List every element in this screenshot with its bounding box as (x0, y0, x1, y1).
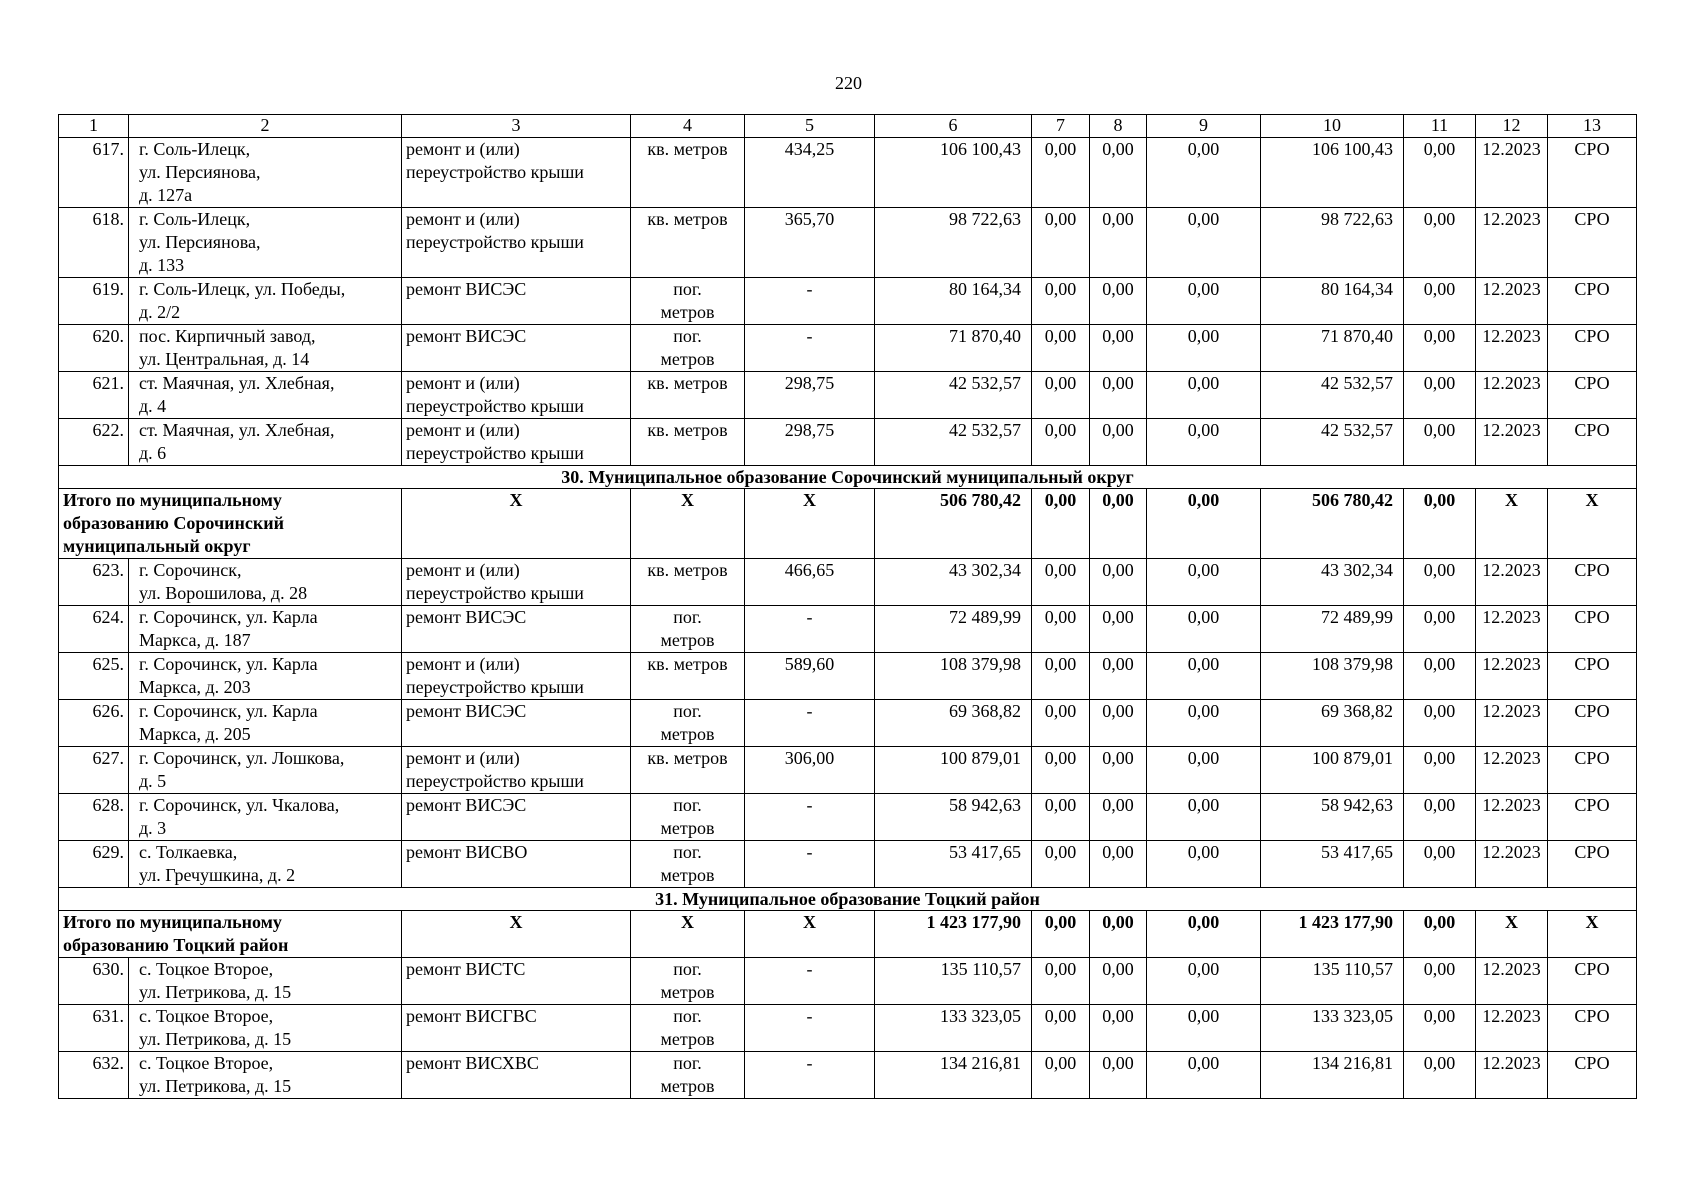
cell-address: г. Сорочинск, ул. Лошкова, д. 5 (129, 747, 402, 794)
column-header-7: 7 (1032, 115, 1090, 138)
table-row (59, 700, 1637, 747)
cell-address: ст. Маячная, ул. Хлебная, д. 4 (129, 372, 402, 419)
cell-fund-regional: 0,00 (1090, 653, 1147, 700)
cell-fund-owners: 135 110,57 (1261, 958, 1404, 1005)
cell-fund-regional: 0,00 (1090, 958, 1147, 1005)
cell-num: 624. (59, 606, 129, 653)
cell-total-cost: 80 164,34 (875, 278, 1032, 325)
subtotal-fund-owners: 1 423 177,90 (1261, 911, 1404, 958)
subtotal-fund-other: 0,00 (1404, 911, 1476, 958)
column-header-11: 11 (1404, 115, 1476, 138)
cell-unit: кв. метров (631, 559, 745, 606)
column-header-2: 2 (129, 115, 402, 138)
cell-num: 626. (59, 700, 129, 747)
cell-quantity: - (745, 278, 875, 325)
cell-fund-owners: 58 942,63 (1261, 794, 1404, 841)
cell-deadline: 12.2023 (1476, 325, 1548, 372)
column-header-3: 3 (402, 115, 631, 138)
cell-fund-other: 0,00 (1404, 208, 1476, 278)
cell-num: 619. (59, 278, 129, 325)
cell-work-type: ремонт и (или) переустройство крыши (402, 747, 631, 794)
cell-fund-local: 0,00 (1147, 841, 1261, 888)
subtotal-contractor: Х (1548, 911, 1637, 958)
cell-fund-local: 0,00 (1147, 1005, 1261, 1052)
cell-fund-other: 0,00 (1404, 700, 1476, 747)
subtotal-unit: Х (631, 489, 745, 559)
table-row (59, 372, 1637, 419)
cell-work-type: ремонт и (или) переустройство крыши (402, 419, 631, 466)
subtotal-fund-owners: 506 780,42 (1261, 489, 1404, 559)
cell-total-cost: 106 100,43 (875, 138, 1032, 208)
cell-unit: пог. метров (631, 278, 745, 325)
subtotal-fund-federal: 0,00 (1032, 489, 1090, 559)
subtotal-fund-regional: 0,00 (1090, 911, 1147, 958)
cell-contractor: СРО (1548, 794, 1637, 841)
cell-address: ст. Маячная, ул. Хлебная, д. 6 (129, 419, 402, 466)
cell-fund-local: 0,00 (1147, 606, 1261, 653)
subtotal-label: Итого по муниципальному образованию Тоцкий район (59, 911, 402, 958)
subtotal-contractor: Х (1548, 489, 1637, 559)
cell-fund-local: 0,00 (1147, 278, 1261, 325)
section-header-row (59, 888, 1637, 911)
table-row (59, 208, 1637, 278)
cell-fund-other: 0,00 (1404, 606, 1476, 653)
table-row (59, 325, 1637, 372)
cell-fund-regional: 0,00 (1090, 794, 1147, 841)
cell-address: г. Сорочинск, ул. Ворошилова, д. 28 (129, 559, 402, 606)
cell-fund-federal: 0,00 (1032, 747, 1090, 794)
cell-fund-local: 0,00 (1147, 138, 1261, 208)
cell-fund-regional: 0,00 (1090, 208, 1147, 278)
subtotal-row (59, 911, 1637, 958)
cell-fund-other: 0,00 (1404, 372, 1476, 419)
cell-contractor: СРО (1548, 138, 1637, 208)
table-row (59, 138, 1637, 208)
cell-total-cost: 53 417,65 (875, 841, 1032, 888)
column-header-1: 1 (59, 115, 129, 138)
table-row (59, 1005, 1637, 1052)
table-row (59, 559, 1637, 606)
cell-fund-other: 0,00 (1404, 419, 1476, 466)
cell-deadline: 12.2023 (1476, 419, 1548, 466)
cell-fund-owners: 53 417,65 (1261, 841, 1404, 888)
cell-address: с. Тоцкое Второе, ул. Петрикова, д. 15 (129, 1052, 402, 1099)
cell-fund-regional: 0,00 (1090, 278, 1147, 325)
cell-num: 629. (59, 841, 129, 888)
subtotal-quantity: Х (745, 911, 875, 958)
cell-num: 621. (59, 372, 129, 419)
cell-fund-other: 0,00 (1404, 653, 1476, 700)
cell-fund-regional: 0,00 (1090, 325, 1147, 372)
cell-deadline: 12.2023 (1476, 700, 1548, 747)
cell-address: г. Соль-Илецк, ул. Персиянова, д. 133 (129, 208, 402, 278)
cell-total-cost: 134 216,81 (875, 1052, 1032, 1099)
cell-fund-other: 0,00 (1404, 747, 1476, 794)
cell-num: 628. (59, 794, 129, 841)
subtotal-row (59, 489, 1637, 559)
cell-unit: пог. метров (631, 606, 745, 653)
header-row (59, 115, 1637, 138)
subtotal-fund-local: 0,00 (1147, 489, 1261, 559)
cell-quantity: - (745, 700, 875, 747)
cell-fund-regional: 0,00 (1090, 138, 1147, 208)
table-row (59, 278, 1637, 325)
cell-fund-local: 0,00 (1147, 958, 1261, 1005)
subtotal-work-type: Х (402, 911, 631, 958)
cell-contractor: СРО (1548, 1052, 1637, 1099)
cell-quantity: 298,75 (745, 419, 875, 466)
cell-fund-regional: 0,00 (1090, 606, 1147, 653)
cell-unit: кв. метров (631, 419, 745, 466)
cell-unit: кв. метров (631, 372, 745, 419)
cell-unit: кв. метров (631, 653, 745, 700)
cell-fund-regional: 0,00 (1090, 372, 1147, 419)
cell-fund-federal: 0,00 (1032, 278, 1090, 325)
subtotal-deadline: Х (1476, 489, 1548, 559)
cell-deadline: 12.2023 (1476, 278, 1548, 325)
column-header-13: 13 (1548, 115, 1637, 138)
cell-quantity: 306,00 (745, 747, 875, 794)
cell-address: с. Толкаевка, ул. Гречушкина, д. 2 (129, 841, 402, 888)
section-header-row (59, 466, 1637, 489)
cell-deadline: 12.2023 (1476, 653, 1548, 700)
subtotal-total-cost: 1 423 177,90 (875, 911, 1032, 958)
table-row (59, 794, 1637, 841)
cell-fund-federal: 0,00 (1032, 138, 1090, 208)
cell-work-type: ремонт ВИСЭС (402, 794, 631, 841)
cell-work-type: ремонт ВИСЭС (402, 325, 631, 372)
cell-work-type: ремонт и (или) переустройство крыши (402, 653, 631, 700)
cell-num: 617. (59, 138, 129, 208)
cell-fund-local: 0,00 (1147, 325, 1261, 372)
cell-quantity: - (745, 1005, 875, 1052)
cell-num: 630. (59, 958, 129, 1005)
cell-deadline: 12.2023 (1476, 559, 1548, 606)
cell-unit: пог. метров (631, 794, 745, 841)
cell-fund-local: 0,00 (1147, 794, 1261, 841)
cell-quantity: 589,60 (745, 653, 875, 700)
cell-total-cost: 100 879,01 (875, 747, 1032, 794)
cell-fund-other: 0,00 (1404, 138, 1476, 208)
cell-num: 627. (59, 747, 129, 794)
cell-total-cost: 69 368,82 (875, 700, 1032, 747)
cell-fund-federal: 0,00 (1032, 325, 1090, 372)
cell-num: 625. (59, 653, 129, 700)
cell-fund-local: 0,00 (1147, 372, 1261, 419)
cell-quantity: - (745, 794, 875, 841)
table-row (59, 606, 1637, 653)
cell-unit: кв. метров (631, 208, 745, 278)
cell-total-cost: 71 870,40 (875, 325, 1032, 372)
subtotal-fund-other: 0,00 (1404, 489, 1476, 559)
cell-work-type: ремонт ВИСВО (402, 841, 631, 888)
cell-deadline: 12.2023 (1476, 1005, 1548, 1052)
column-header-10: 10 (1261, 115, 1404, 138)
cell-fund-other: 0,00 (1404, 1052, 1476, 1099)
cell-fund-regional: 0,00 (1090, 559, 1147, 606)
cell-fund-local: 0,00 (1147, 559, 1261, 606)
cell-work-type: ремонт и (или) переустройство крыши (402, 208, 631, 278)
cell-fund-other: 0,00 (1404, 278, 1476, 325)
cell-contractor: СРО (1548, 700, 1637, 747)
cell-fund-federal: 0,00 (1032, 1005, 1090, 1052)
cell-contractor: СРО (1548, 372, 1637, 419)
cell-deadline: 12.2023 (1476, 1052, 1548, 1099)
cell-unit: пог. метров (631, 325, 745, 372)
cell-fund-local: 0,00 (1147, 700, 1261, 747)
cell-total-cost: 42 532,57 (875, 372, 1032, 419)
cell-address: с. Тоцкое Второе, ул. Петрикова, д. 15 (129, 958, 402, 1005)
cell-fund-other: 0,00 (1404, 559, 1476, 606)
cell-contractor: СРО (1548, 419, 1637, 466)
cell-fund-other: 0,00 (1404, 958, 1476, 1005)
section-title: 30. Муниципальное образование Сорочинский муниципальный округ (59, 466, 1637, 489)
cell-address: г. Сорочинск, ул. Карла Маркса, д. 203 (129, 653, 402, 700)
cell-fund-local: 0,00 (1147, 208, 1261, 278)
cell-quantity: - (745, 958, 875, 1005)
cell-num: 632. (59, 1052, 129, 1099)
cell-quantity: - (745, 606, 875, 653)
cell-work-type: ремонт и (или) переустройство крыши (402, 138, 631, 208)
cell-fund-federal: 0,00 (1032, 419, 1090, 466)
subtotal-fund-regional: 0,00 (1090, 489, 1147, 559)
section-title: 31. Муниципальное образование Тоцкий район (59, 888, 1637, 911)
cell-fund-local: 0,00 (1147, 419, 1261, 466)
cell-contractor: СРО (1548, 841, 1637, 888)
cell-fund-other: 0,00 (1404, 325, 1476, 372)
cell-address: г. Соль-Илецк, ул. Персиянова, д. 127а (129, 138, 402, 208)
column-header-6: 6 (875, 115, 1032, 138)
cell-deadline: 12.2023 (1476, 138, 1548, 208)
cell-fund-federal: 0,00 (1032, 559, 1090, 606)
cell-fund-local: 0,00 (1147, 1052, 1261, 1099)
cell-deadline: 12.2023 (1476, 208, 1548, 278)
cell-fund-federal: 0,00 (1032, 700, 1090, 747)
cell-total-cost: 135 110,57 (875, 958, 1032, 1005)
cell-total-cost: 98 722,63 (875, 208, 1032, 278)
cell-fund-owners: 42 532,57 (1261, 372, 1404, 419)
cell-total-cost: 72 489,99 (875, 606, 1032, 653)
cell-fund-federal: 0,00 (1032, 606, 1090, 653)
cell-fund-federal: 0,00 (1032, 372, 1090, 419)
cell-contractor: СРО (1548, 208, 1637, 278)
cell-num: 618. (59, 208, 129, 278)
cell-fund-regional: 0,00 (1090, 700, 1147, 747)
subtotal-fund-local: 0,00 (1147, 911, 1261, 958)
cell-fund-other: 0,00 (1404, 1005, 1476, 1052)
cell-fund-federal: 0,00 (1032, 1052, 1090, 1099)
cell-fund-federal: 0,00 (1032, 208, 1090, 278)
column-header-4: 4 (631, 115, 745, 138)
cell-work-type: ремонт ВИСГВС (402, 1005, 631, 1052)
cell-quantity: 434,25 (745, 138, 875, 208)
cell-fund-owners: 80 164,34 (1261, 278, 1404, 325)
cell-fund-local: 0,00 (1147, 653, 1261, 700)
cell-num: 623. (59, 559, 129, 606)
cell-quantity: 466,65 (745, 559, 875, 606)
cell-fund-other: 0,00 (1404, 794, 1476, 841)
table-row (59, 958, 1637, 1005)
cell-address: с. Тоцкое Второе, ул. Петрикова, д. 15 (129, 1005, 402, 1052)
cell-fund-owners: 42 532,57 (1261, 419, 1404, 466)
cell-quantity: 298,75 (745, 372, 875, 419)
subtotal-quantity: Х (745, 489, 875, 559)
cell-total-cost: 43 302,34 (875, 559, 1032, 606)
cell-contractor: СРО (1548, 325, 1637, 372)
cell-fund-other: 0,00 (1404, 841, 1476, 888)
cell-deadline: 12.2023 (1476, 606, 1548, 653)
subtotal-fund-federal: 0,00 (1032, 911, 1090, 958)
cell-contractor: СРО (1548, 747, 1637, 794)
table-row (59, 419, 1637, 466)
cell-work-type: ремонт ВИСЭС (402, 700, 631, 747)
cell-quantity: - (745, 325, 875, 372)
cell-work-type: ремонт ВИСХВС (402, 1052, 631, 1099)
cell-fund-regional: 0,00 (1090, 1052, 1147, 1099)
cell-fund-owners: 134 216,81 (1261, 1052, 1404, 1099)
cell-fund-regional: 0,00 (1090, 1005, 1147, 1052)
cell-unit: кв. метров (631, 138, 745, 208)
cell-fund-federal: 0,00 (1032, 958, 1090, 1005)
cell-address: г. Сорочинск, ул. Карла Маркса, д. 205 (129, 700, 402, 747)
cell-fund-owners: 69 368,82 (1261, 700, 1404, 747)
cell-unit: пог. метров (631, 700, 745, 747)
cell-fund-owners: 72 489,99 (1261, 606, 1404, 653)
cell-quantity: 365,70 (745, 208, 875, 278)
cell-fund-owners: 108 379,98 (1261, 653, 1404, 700)
cell-unit: кв. метров (631, 747, 745, 794)
cell-total-cost: 133 323,05 (875, 1005, 1032, 1052)
cell-contractor: СРО (1548, 278, 1637, 325)
cell-fund-federal: 0,00 (1032, 841, 1090, 888)
table-row (59, 653, 1637, 700)
cell-fund-owners: 100 879,01 (1261, 747, 1404, 794)
subtotal-work-type: Х (402, 489, 631, 559)
cell-unit: пог. метров (631, 1052, 745, 1099)
cell-contractor: СРО (1548, 606, 1637, 653)
column-header-9: 9 (1147, 115, 1261, 138)
column-header-12: 12 (1476, 115, 1548, 138)
column-header-5: 5 (745, 115, 875, 138)
cell-contractor: СРО (1548, 653, 1637, 700)
cell-unit: пог. метров (631, 841, 745, 888)
cell-work-type: ремонт и (или) переустройство крыши (402, 559, 631, 606)
cell-fund-regional: 0,00 (1090, 841, 1147, 888)
cell-fund-local: 0,00 (1147, 747, 1261, 794)
table-row (59, 747, 1637, 794)
cell-address: г. Сорочинск, ул. Карла Маркса, д. 187 (129, 606, 402, 653)
subtotal-label: Итого по муниципальному образованию Сорочинский муниципальный округ (59, 489, 402, 559)
cell-fund-owners: 98 722,63 (1261, 208, 1404, 278)
cell-quantity: - (745, 1052, 875, 1099)
cell-fund-regional: 0,00 (1090, 419, 1147, 466)
cell-deadline: 12.2023 (1476, 841, 1548, 888)
cell-deadline: 12.2023 (1476, 958, 1548, 1005)
cell-unit: пог. метров (631, 1005, 745, 1052)
cell-deadline: 12.2023 (1476, 747, 1548, 794)
column-header-8: 8 (1090, 115, 1147, 138)
cell-num: 631. (59, 1005, 129, 1052)
subtotal-deadline: Х (1476, 911, 1548, 958)
cell-work-type: ремонт ВИСЭС (402, 606, 631, 653)
cell-fund-owners: 43 302,34 (1261, 559, 1404, 606)
cell-num: 620. (59, 325, 129, 372)
cell-fund-owners: 133 323,05 (1261, 1005, 1404, 1052)
cell-fund-owners: 71 870,40 (1261, 325, 1404, 372)
cell-quantity: - (745, 841, 875, 888)
cell-total-cost: 58 942,63 (875, 794, 1032, 841)
cell-work-type: ремонт ВИСТС (402, 958, 631, 1005)
page-number: 220 (835, 73, 862, 93)
cell-address: г. Сорочинск, ул. Чкалова, д. 3 (129, 794, 402, 841)
cell-address: г. Соль-Илецк, ул. Победы, д. 2/2 (129, 278, 402, 325)
cell-fund-federal: 0,00 (1032, 794, 1090, 841)
cell-deadline: 12.2023 (1476, 794, 1548, 841)
cell-contractor: СРО (1548, 559, 1637, 606)
subtotal-total-cost: 506 780,42 (875, 489, 1032, 559)
cell-total-cost: 42 532,57 (875, 419, 1032, 466)
repair-program-table (58, 114, 1637, 1099)
table-row (59, 841, 1637, 888)
cell-fund-federal: 0,00 (1032, 653, 1090, 700)
subtotal-unit: Х (631, 911, 745, 958)
cell-work-type: ремонт и (или) переустройство крыши (402, 372, 631, 419)
cell-address: пос. Кирпичный завод, ул. Центральная, д. 14 (129, 325, 402, 372)
table-row (59, 1052, 1637, 1099)
cell-work-type: ремонт ВИСЭС (402, 278, 631, 325)
cell-deadline: 12.2023 (1476, 372, 1548, 419)
cell-fund-owners: 106 100,43 (1261, 138, 1404, 208)
cell-fund-regional: 0,00 (1090, 747, 1147, 794)
cell-num: 622. (59, 419, 129, 466)
cell-contractor: СРО (1548, 958, 1637, 1005)
cell-total-cost: 108 379,98 (875, 653, 1032, 700)
cell-contractor: СРО (1548, 1005, 1637, 1052)
cell-unit: пог. метров (631, 958, 745, 1005)
